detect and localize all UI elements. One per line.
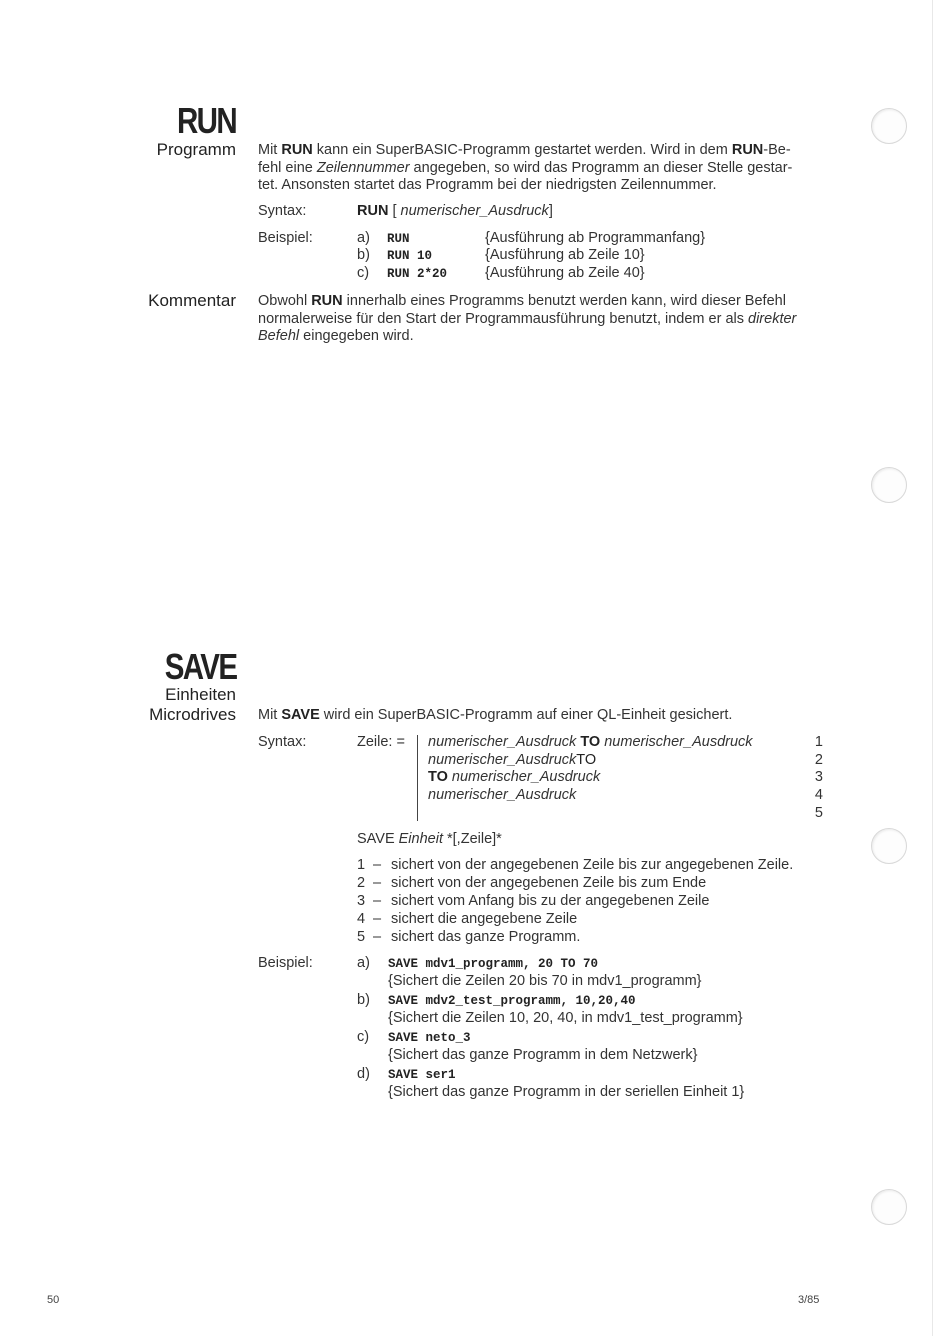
run-comment-label: Kommentar <box>148 291 236 310</box>
save-intro: Mit SAVE wird ein SuperBASIC-Programm auf einer QL-Einheit gesichert. <box>258 707 733 723</box>
save-example-a: a) SAVE mdv1_programm, 20 TO 70 {Sichert die Zeilen 20 bis 70 in mdv1_programm} <box>357 955 702 989</box>
save-example-b: b) SAVE mdv2_test_programm, 10,20,40 {Sichert die Zeilen 10, 20, 40, in mdv1_test_programm} <box>357 992 743 1026</box>
save-category-2: Microdrives <box>149 705 236 724</box>
save-options: 1 – sichert von der angegebenen Zeile bis zur angegebenen Zeile. 2 – sichert von der angegebenen Zeile bis zum Ende 3 – sichert vom Anfang bis zu der angegebenen Zeile 4 – sichert die angegebene Zeile 5 – sichert das ganze Programm. <box>357 857 794 945</box>
save-title: SAVE <box>164 646 236 687</box>
zeile-line-3: TO numerischer_Ausdruck 3 <box>428 769 823 785</box>
save-category-1: Einheiten <box>165 685 236 704</box>
page-edge <box>932 0 933 1336</box>
binder-hole <box>871 1189 907 1225</box>
page-number: 50 <box>47 1294 60 1306</box>
binder-hole <box>871 467 907 503</box>
save-syntax-label: Syntax: <box>258 734 307 750</box>
zeile-bracket <box>417 735 418 821</box>
binder-hole <box>871 828 907 864</box>
zeile-line-1: numerischer_Ausdruck TO numerischer_Ausdruck 1 <box>428 734 823 750</box>
binder-hole <box>871 108 907 144</box>
save-example-label: Beispiel: <box>258 955 313 971</box>
run-comment: Obwohl RUN innerhalb eines Programms benutzt werden kann, wird dieser Befehl normalerweise für den Start der Programmausführung benutzt, indem er als direkter Befehl eingegeben wird. <box>258 293 797 344</box>
save-example-d: d) SAVE ser1 {Sichert das ganze Programm in der seriellen Einheit 1} <box>357 1066 745 1100</box>
save-zeile-label: Zeile: = <box>357 734 405 750</box>
zeile-line-2: numerischer_AusdruckTO 2 <box>428 752 823 768</box>
zeile-line-4: numerischer_Ausdruck 4 <box>428 787 823 803</box>
run-title: RUN <box>176 100 236 141</box>
run-syntax-label: Syntax: <box>258 203 307 219</box>
run-example-label: Beispiel: <box>258 230 313 246</box>
run-category: Programm <box>156 140 236 159</box>
edition-date: 3/85 <box>798 1294 820 1306</box>
zeile-line-5: 5 <box>814 805 823 821</box>
run-intro: Mit RUN kann ein SuperBASIC-Programm gestartet werden. Wird in dem RUN-Be- fehl eine Zeilennummer angegeben, so wird das Programm an dieser Stelle gestar- tet. Ansonsten startet das Programm bei der niedrigsten Zeilennummer. <box>258 142 793 193</box>
save-syntax-2: SAVE Einheit *[,Zeile]* <box>357 831 502 847</box>
save-example-c: c) SAVE neto_3 {Sichert das ganze Programm in dem Netzwerk} <box>357 1029 698 1063</box>
run-syntax: RUN [ numerischer_Ausdruck] <box>357 203 553 219</box>
